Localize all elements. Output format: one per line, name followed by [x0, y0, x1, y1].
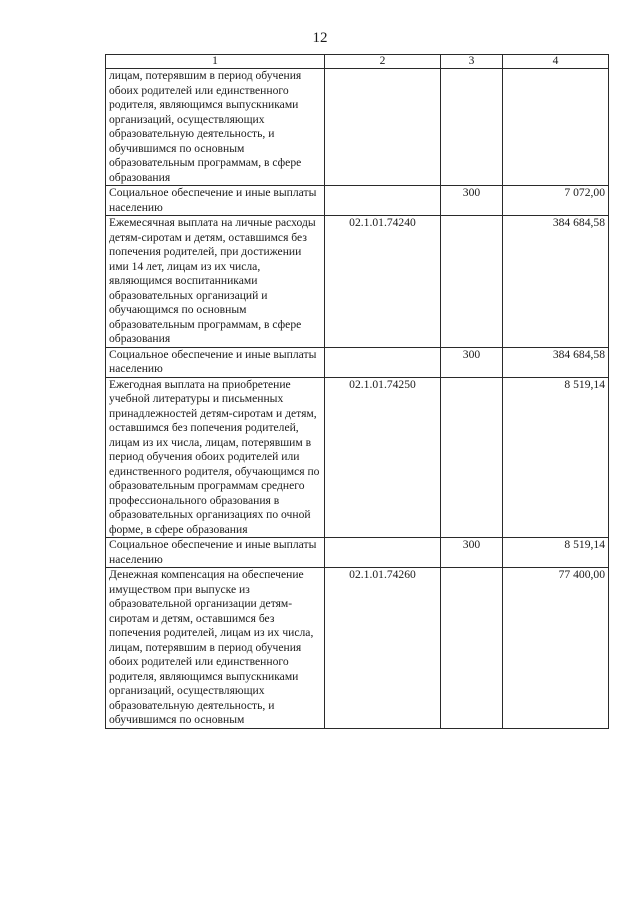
budget-table: [105, 54, 609, 729]
column-header-1: 1: [106, 55, 325, 69]
row-description: Денежная компенсация на обеспечение имуществом при выпуске из образовательной организации детям-сиротам и детям, оставшимся без попечения родителей, лицам из их числа, лицам, потерявшим в период обучения обоих родителей или единственного родителя, являющимся выпускниками организаций, осуществляющих образовательную деятельность, и обучившимся по основным: [106, 568, 325, 729]
row-amount: 7 072,00: [503, 186, 609, 216]
row-amount: 8 519,14: [503, 538, 609, 568]
table-row: [106, 568, 609, 729]
table-row: [106, 377, 609, 538]
column-header-4: 4: [503, 55, 609, 69]
row-type: [441, 69, 503, 186]
row-amount: 384 684,58: [503, 347, 609, 377]
row-description: Социальное обеспечение и иные выплаты населению: [106, 538, 325, 568]
row-code: 02.1.01.74250: [325, 377, 441, 538]
row-description: Социальное обеспечение и иные выплаты населению: [106, 186, 325, 216]
row-code: 02.1.01.74260: [325, 568, 441, 729]
row-type: [441, 377, 503, 538]
table-row: [106, 538, 609, 568]
row-code: [325, 69, 441, 186]
row-description: Ежемесячная выплата на личные расходы детям-сиротам и детям, оставшимся без попечения родителей, при достижении ими 14 лет, лицам из их числа, являющимся воспитанниками образовательных организаций и обучающимся по основным образовательным программам, в сфере образования: [106, 216, 325, 348]
row-type: [441, 216, 503, 348]
row-code: [325, 186, 441, 216]
row-description: Ежегодная выплата на приобретение учебной литературы и письменных принадлежностей детям-сиротам и детям, оставшимся без попечения родителей, лицам из их числа, лицам, потерявшим в период обучения обоих родителей или единственного родителя, обучающимся по образовательным программам среднего профессионального образования в образовательных организациях по очной форме, в сфере образования: [106, 377, 325, 538]
row-code: 02.1.01.74240: [325, 216, 441, 348]
table-row: [106, 216, 609, 348]
table-row: [106, 347, 609, 377]
row-description: Социальное обеспечение и иные выплаты населению: [106, 347, 325, 377]
row-type: 300: [441, 347, 503, 377]
column-header-3: 3: [441, 55, 503, 69]
row-description: лицам, потерявшим в период обучения обоих родителей или единственного родителя, являющимся выпускниками организаций, осуществляющих образовательную деятельность, и обучившимся по основным образовательным программам, в сфере образования: [106, 69, 325, 186]
table-row: [106, 69, 609, 186]
row-amount: 8 519,14: [503, 377, 609, 538]
row-amount: [503, 69, 609, 186]
header-row: [106, 55, 609, 69]
row-type: 300: [441, 186, 503, 216]
table-header: [106, 55, 609, 69]
row-amount: 384 684,58: [503, 216, 609, 348]
row-code: [325, 538, 441, 568]
page-number: 12: [312, 30, 328, 46]
table-row: [106, 186, 609, 216]
table-body: [106, 69, 609, 729]
row-code: [325, 347, 441, 377]
column-header-2: 2: [325, 55, 441, 69]
row-type: 300: [441, 538, 503, 568]
row-amount: 77 400,00: [503, 568, 609, 729]
row-type: [441, 568, 503, 729]
